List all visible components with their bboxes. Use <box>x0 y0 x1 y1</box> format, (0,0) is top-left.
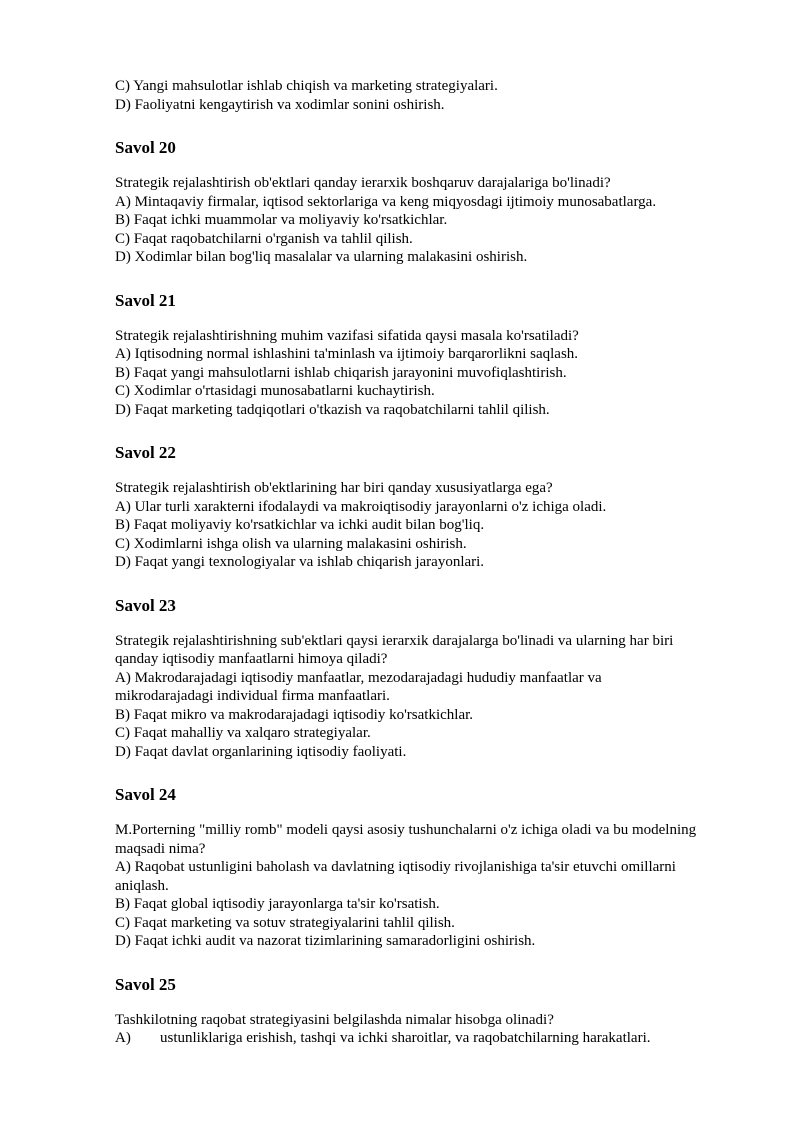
option-line: A) Iqtisodning normal ishlashini ta'minlash va ijtimoiy barqarorlikni saqlash. <box>115 346 579 362</box>
question-heading: Savol 20 <box>115 138 176 157</box>
question-section <box>115 596 755 762</box>
option-line: D) Faqat marketing tadqiqotlari o'tkazish va raqobatchilarni tahlil qilish. <box>115 401 550 418</box>
option-line: A) Raqobat ustunligini baholash va davlatning iqtisodiy rivojlanishiga ta'sir etuvchi omillarni <box>115 859 676 875</box>
question-section <box>115 443 755 572</box>
question-text: maqsadi nima? <box>115 840 206 857</box>
question-section <box>115 785 755 951</box>
document-content <box>115 77 755 1048</box>
option-line: B) Faqat ichki muammolar va moliyaviy ko'rsatkichlar. <box>115 212 448 228</box>
question-section <box>115 975 755 1048</box>
option-line: D) Faqat yangi texnologiyalar va ishlab chiqarish jarayonlari. <box>115 554 485 570</box>
option-line: A) Mintaqaviy firmalar, iqtisod sektorlariga va keng miqyosdagi ijtimoiy munosabatlarga. <box>115 193 657 210</box>
option-text: ustunliklariga erishish, tashqi va ichki sharoitlar, va raqobatchilarning harakatlari. <box>160 1030 651 1046</box>
question-heading: Savol 22 <box>115 443 176 462</box>
question-heading: Savol 21 <box>115 290 176 310</box>
option-line: B) Faqat global iqtisodiy jarayonlarga ta'sir ko'rsatish. <box>115 896 440 912</box>
option-line: D) Faoliyatni kengaytirish va xodimlar sonini oshirish. <box>115 96 445 113</box>
question-section <box>115 138 755 267</box>
option-line: D) Xodimlar bilan bog'liq masalalar va ularning malakasini oshirish. <box>115 249 528 265</box>
continued-options <box>115 77 755 114</box>
option-line: C) Xodimlar o'rtasidagi munosabatlarni kuchaytirish. <box>115 383 435 399</box>
question-heading: Savol 23 <box>115 595 176 615</box>
option-line <box>115 1029 755 1048</box>
question-section <box>115 291 755 420</box>
question-text: Strategik rejalashtirishning muhim vazifasi sifatida qaysi masala ko'rsatiladi? <box>115 327 579 344</box>
option-line: aniqlash. <box>115 877 169 894</box>
option-line: C) Yangi mahsulotlar ishlab chiqish va marketing strategiyalari. <box>115 78 498 94</box>
option-line: C) Xodimlarni ishga olish va ularning malakasini oshirish. <box>115 535 467 552</box>
option-line: B) Faqat yangi mahsulotlarni ishlab chiqarish jarayonini muvofiqlashtirish. <box>115 364 567 381</box>
question-text: Strategik rejalashtirish ob'ektlarining har biri qanday xususiyatlarga ega? <box>115 480 553 496</box>
option-line: mikrodarajadagi individual firma manfaatlari. <box>115 688 390 704</box>
option-line: C) Faqat marketing va sotuv strategiyalarini tahlil qilish. <box>115 914 455 931</box>
question-heading: Savol 24 <box>115 785 176 804</box>
option-line: C) Faqat mahalliy va xalqaro strategiyalar. <box>115 725 371 741</box>
option-line: C) Faqat raqobatchilarni o'rganish va tahlil qilish. <box>115 230 413 247</box>
option-letter: A) <box>115 1030 131 1046</box>
question-text: Strategik rejalashtirishning sub'ektlari qaysi ierarxik darajalarga bo'linadi va ularning har biri <box>115 632 674 649</box>
question-text: M.Porterning "milliy romb" modeli qaysi asosiy tushunchalarni o'z ichiga oladi va bu modelning <box>115 822 697 838</box>
option-line: B) Faqat mikro va makrodarajadagi iqtisodiy ko'rsatkichlar. <box>115 706 474 723</box>
question-text: Tashkilotning raqobat strategiyasini belgilashda nimalar hisobga olinadi? <box>115 1011 554 1028</box>
option-line: D) Faqat davlat organlarining iqtisodiy faoliyati. <box>115 743 407 760</box>
option-line: A) Makrodarajadagi iqtisodiy manfaatlar, mezodarajadagi hududiy manfaatlar va <box>115 669 602 686</box>
option-line: D) Faqat ichki audit va nazorat tizimlarining samaradorligini oshirish. <box>115 933 536 949</box>
option-line: B) Faqat moliyaviy ko'rsatkichlar va ichki audit bilan bog'liq. <box>115 517 485 533</box>
question-text: Strategik rejalashtirish ob'ektlari qanday ierarxik boshqaruv darajalariga bo'linadi? <box>115 175 611 191</box>
question-heading: Savol 25 <box>115 974 176 994</box>
option-line: A) Ular turli xarakterni ifodalaydi va makroiqtisodiy jarayonlarni o'z ichiga oladi. <box>115 498 607 515</box>
question-text: qanday iqtisodiy manfaatlarni himoya qiladi? <box>115 651 388 667</box>
